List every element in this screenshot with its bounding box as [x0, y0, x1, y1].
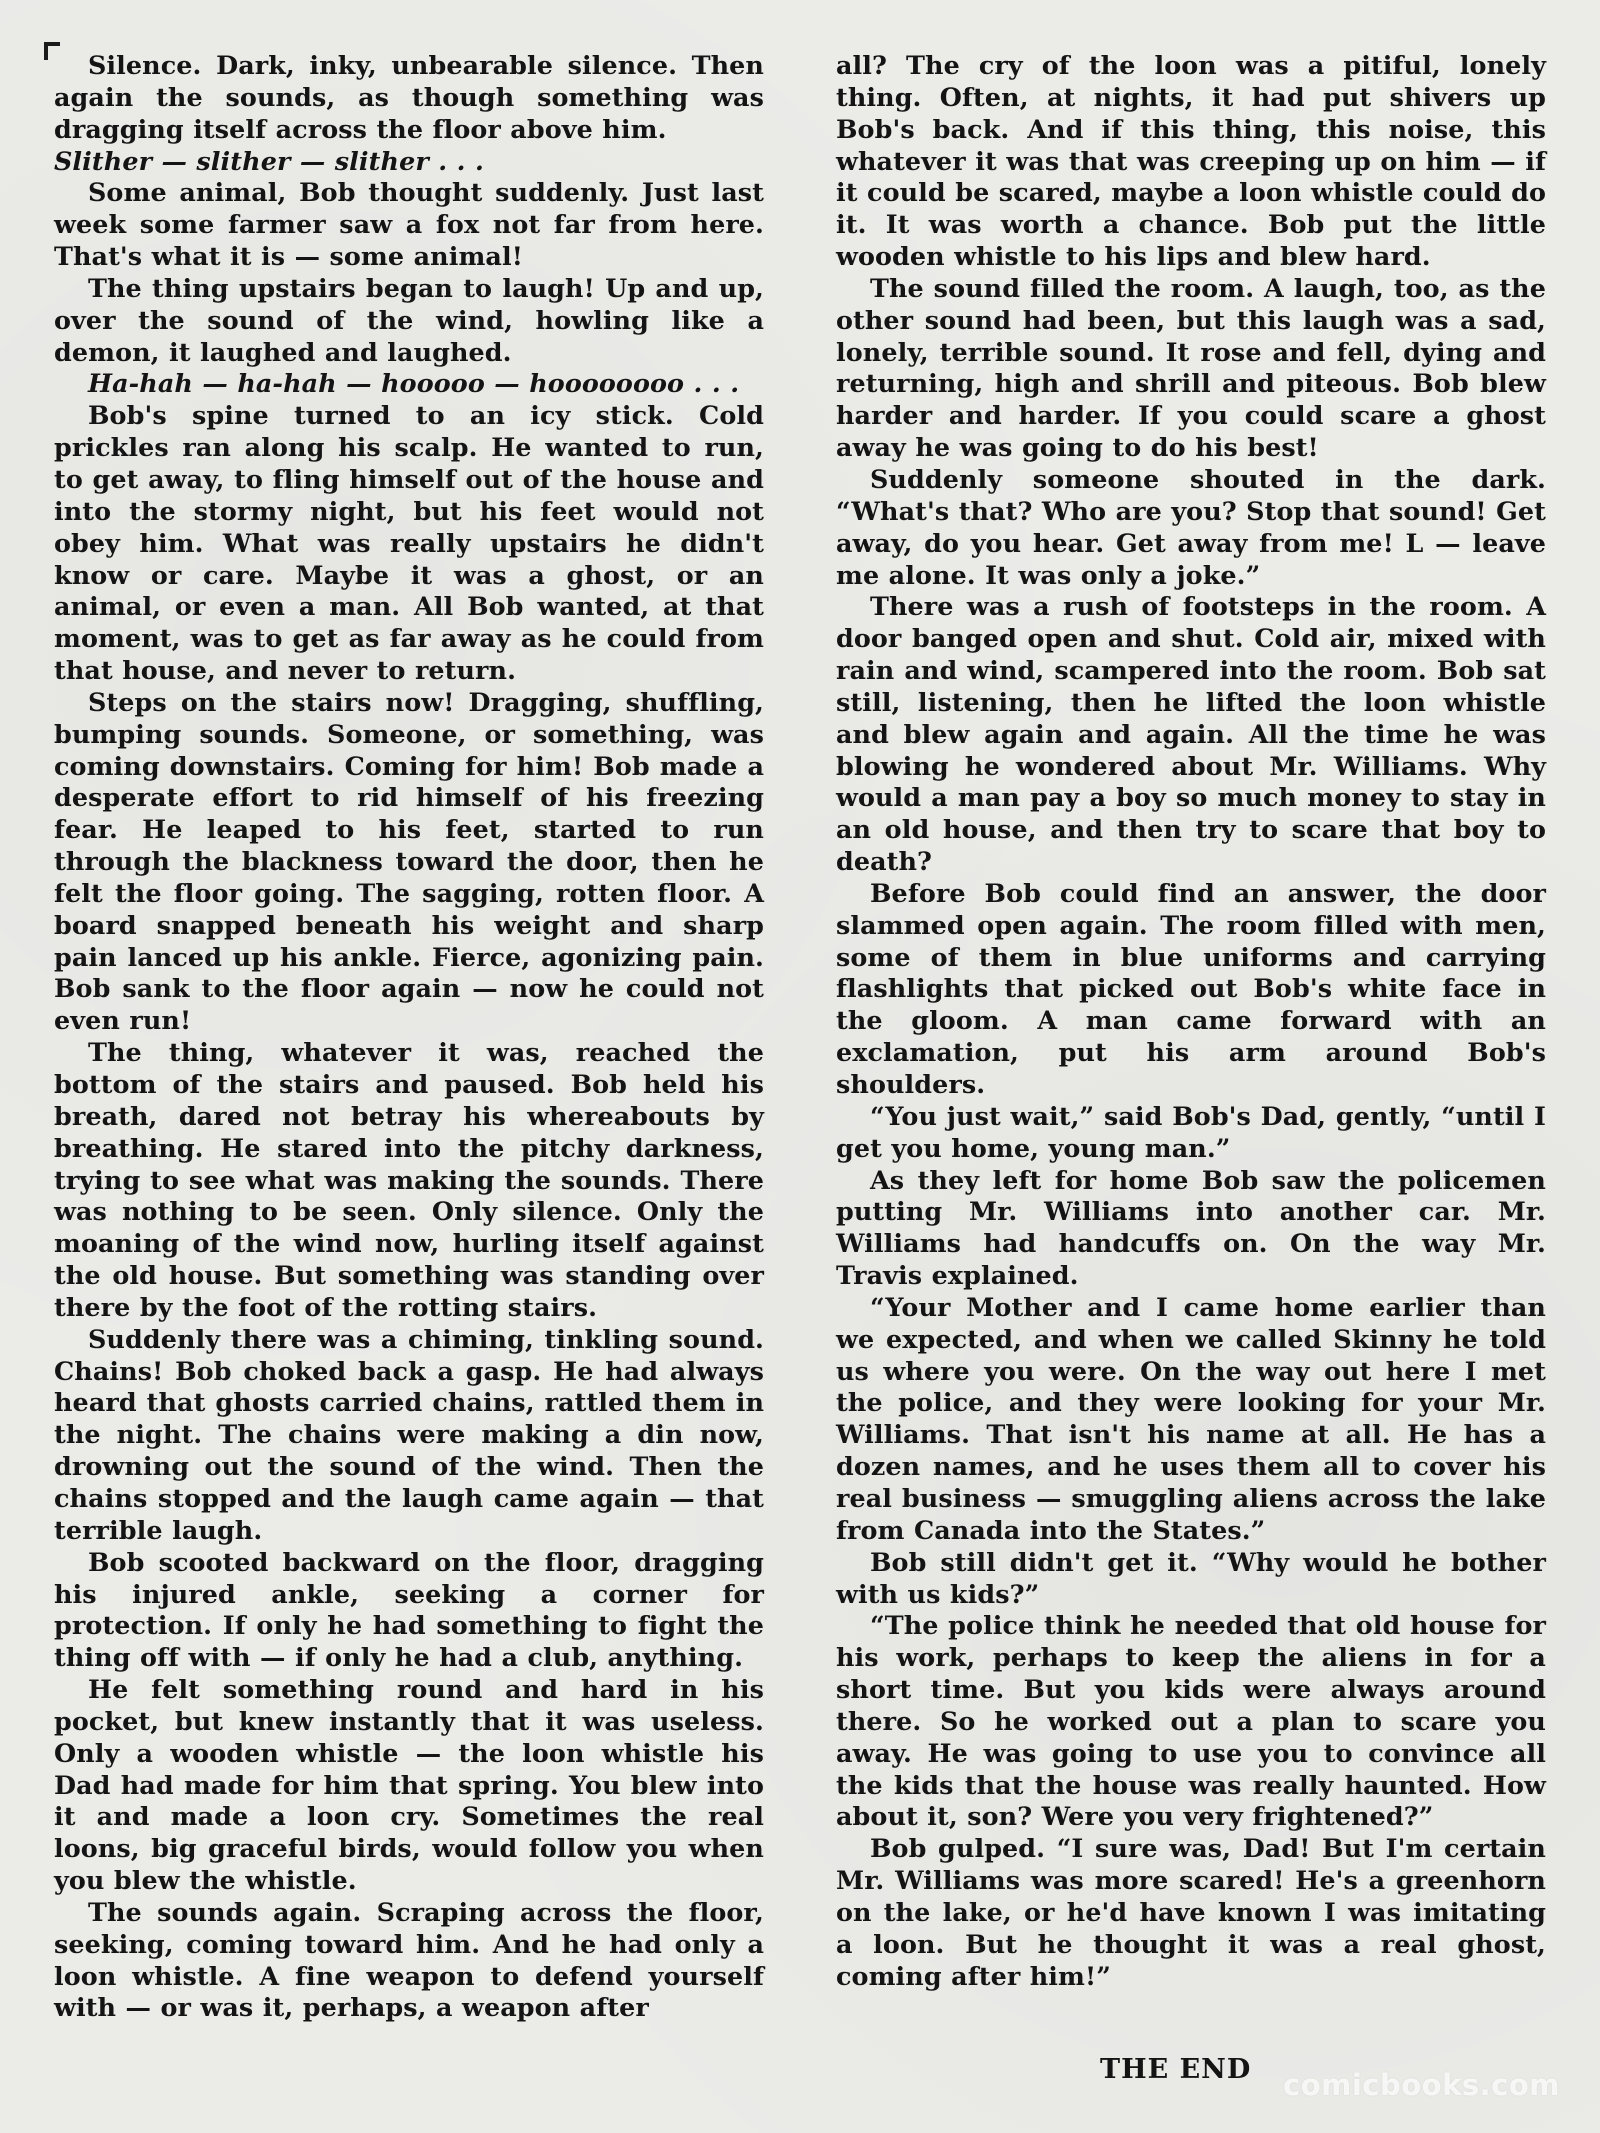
sound-effect-laugh: Ha-hah — ha-hah — hooooo — hoooooooo . . .: [88, 368, 740, 399]
paragraph: Bob gulped. “I sure was, Dad! But I'm certain Mr. Williams was more scared! He's a greenhorn on the lake, or he'd have known I was imitating a loon. But he thought it was a real ghost, coming after him!”: [836, 1833, 1546, 1991]
paragraph: Suddenly someone shouted in the dark. “What's that? Who are you? Stop that sound! Get away, do you hear. Get away from me! L — leave me alone. It was only a joke.”: [836, 463, 1546, 590]
paragraph: Some animal, Bob thought suddenly. Just last week some farmer saw a fox not far from here. That's what it is — some animal!: [54, 177, 764, 272]
paragraph: The thing upstairs began to laugh! Up and up, over the sound of the wind, howling like a demon, it laughed and laughed.: [54, 272, 764, 367]
paragraph: Bob's spine turned to an icy stick. Cold prickles ran along his scalp. He wanted to run, to get away, to fling himself out of the house and into the stormy night, but his feet would not obey him. What was really upstairs he didn't know or care. Maybe it was a ghost, or an animal, or even a man. All Bob wanted, at that moment, was to get as far away as he could from that house, and never to return.: [54, 400, 764, 686]
paragraph: Before Bob could find an answer, the door slammed open again. The room filled with men, some of them in blue uniforms and carrying flashlights that picked out Bob's white face in the gloom. A man came forward with an exclamation, put his arm around Bob's shoulders.: [836, 877, 1546, 1099]
paragraph: The sound filled the room. A laugh, too, as the other sound had been, but this laugh was a sad, lonely, terrible sound. It rose and fell, dying and returning, high and shrill and piteous. Bob blew harder and harder. If you could scare a ghost away he was going to do his best!: [836, 272, 1546, 463]
paragraph: There was a rush of footsteps in the room. A door banged open and shut. Cold air, mixed with rain and wind, scampered into the room. Bob sat still, listening, then he lifted the loon whistle and blew again and again. All the time he was blowing he wondered about Mr. Williams. Why would a man pay a boy so much money to stay in an old house, and then try to scare that boy to death?: [836, 591, 1546, 877]
site-watermark: comicbooks.com: [1283, 2068, 1560, 2102]
paragraph-continued: all? The cry of the loon was a pitiful, lonely thing. Often, at nights, it had put shivers up Bob's back. And if this thing, this noise, this whatever it was that was creeping up on him — if it could be scared, maybe a loon whistle could do it. It was worth a chance. Bob put the little wooden whistle to his lips and blew hard.: [836, 50, 1546, 272]
the-end-label: THE END: [1100, 2054, 1252, 2085]
paragraph: Bob scooted backward on the floor, dragging his injured ankle, seeking a corner for protection. If only he had something to fight the thing off with — if only he had a club, anything.: [54, 1546, 764, 1673]
paragraph: The thing, whatever it was, reached the bottom of the stairs and paused. Bob held his breath, dared not betray his whereabouts by breathing. He stared into the pitchy darkness, trying to see what was making the sounds. There was nothing to be seen. Only silence. Only the moaning of the wind now, hurling itself against the old house. But something was standing over there by the foot of the rotting stairs.: [54, 1037, 764, 1322]
right-text-column: [836, 50, 1546, 1992]
sound-effect-slither: Slither — slither — slither . . .: [54, 145, 484, 176]
paragraph: The sounds again. Scraping across the floor, seeking, coming toward him. And he had only a loon whistle. A fine weapon to defend yourself with — or was it, perhaps, a weapon after: [54, 1896, 764, 2023]
paragraph: As they left for home Bob saw the policemen putting Mr. Williams into another car. Mr. Williams had handcuffs on. On the way Mr. Travis explained.: [836, 1164, 1546, 1291]
paragraph: Suddenly there was a chiming, tinkling sound. Chains! Bob choked back a gasp. He had always heard that ghosts carried chains, rattled them in the night. The chains were making a din now, drowning out the sound of the wind. Then the chains stopped and the laugh came again — that terrible laugh.: [54, 1323, 764, 1545]
paragraph: Silence. Dark, inky, unbearable silence. Then again the sounds, as though something was dragging itself across the floor above him.: [54, 50, 764, 144]
paragraph: “You just wait,” said Bob's Dad, gently, “until I get you home, young man.”: [836, 1100, 1546, 1163]
paragraph: He felt something round and hard in his pocket, but knew instantly that it was useless. Only a wooden whistle — the loon whistle his Dad had made for him that spring. You blew into it and made a loon cry. Sometimes the real loons, big graceful birds, would follow you when you blew the whistle.: [54, 1674, 764, 1896]
paragraph: “The police think he needed that old house for his work, perhaps to keep the aliens in for a short time. But you kids were always around there. So he worked out a plan to scare you away. He was going to use you to convince all the kids that the house was really haunted. How about it, son? Were you very frightened?”: [836, 1610, 1546, 1832]
paragraph: Bob still didn't get it. “Why would he bother with us kids?”: [836, 1546, 1546, 1609]
paragraph: “Your Mother and I came home earlier than we expected, and when we called Skinny he told us where you were. On the way out here I met the police, and they were looking for your Mr. Williams. That isn't his name at all. He has a dozen names, and he uses them all to cover his real business — smuggling aliens across the lake from Canada into the States.”: [836, 1291, 1546, 1545]
left-text-column: [54, 50, 764, 2024]
paragraph: Steps on the stairs now! Dragging, shuffling, bumping sounds. Someone, or something, was coming downstairs. Coming for him! Bob made a desperate effort to rid himself of his freezing fear. He leaped to his feet, started to run through the blackness toward the door, then he felt the floor going. The sagging, rotten floor. A board snapped beneath his weight and sharp pain lanced up his ankle. Fierce, agonizing pain. Bob sank to the floor again — now he could not even run!: [54, 686, 764, 1036]
